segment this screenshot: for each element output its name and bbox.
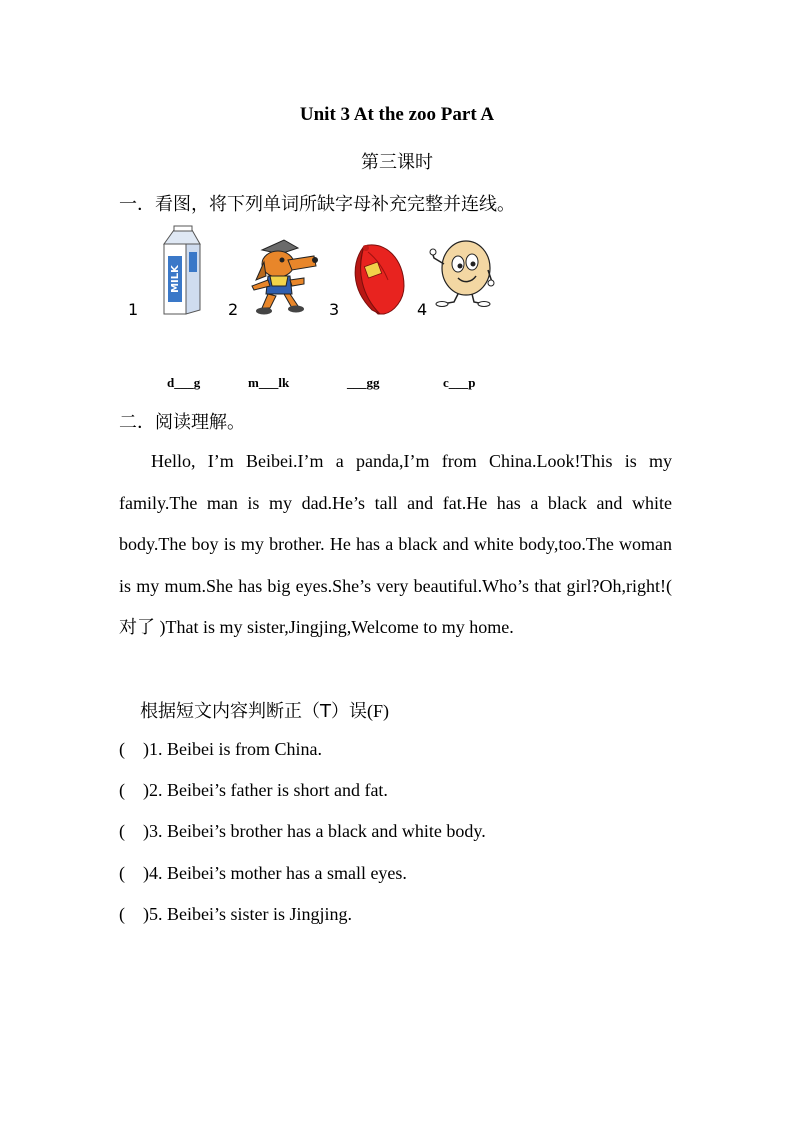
word-blank-4: c___p [443, 375, 476, 390]
instruction-false-marker: (F) [367, 701, 389, 721]
reading-passage [119, 441, 672, 649]
section-2-heading: 二．阅读理解。 [119, 412, 245, 433]
picture-number-2: 2 [228, 300, 239, 319]
egg-cartoon-icon [428, 238, 494, 308]
picture-number-1: 1 [128, 300, 139, 319]
word-blank-1: d___g [167, 375, 201, 390]
section-1-heading: 一．看图，将下列单词所缺字母补充完整并连线。 [119, 194, 515, 215]
true-false-instruction [140, 697, 389, 723]
lesson-subtitle: 第三课时 [361, 152, 433, 173]
question-2: ( )2. Beibei’s father is short and fat. [119, 780, 388, 800]
milk-carton-icon [160, 226, 204, 316]
word-blank-3: ___gg [347, 375, 380, 390]
question-5: ( )5. Beibei’s sister is Jingjing. [119, 904, 352, 924]
red-cap-icon [344, 240, 410, 316]
instruction-chinese: 根据短文内容判断正（T）误 [140, 701, 367, 722]
question-1: ( )1. Beibei is from China. [119, 739, 322, 759]
reading-passage-text: Hello, I’m Beibei.I’m a panda,I’m from China.Look!This is my family.The man is my dad.He’s tall and fat.He has a black and white body.The boy is my brother. He has a black and white body,too.The woman is my mum.She has big eyes.She’s very beautiful.Who’s that girl?Oh,right!( 对了 )That is my sister,Jingjing,Welcome to my home. [119, 451, 672, 637]
question-3: ( )3. Beibei’s brother has a black and white body. [119, 821, 486, 841]
word-blank-2: m___lk [248, 375, 290, 390]
question-4: ( )4. Beibei’s mother has a small eyes. [119, 863, 407, 883]
picture-number-3: 3 [329, 300, 340, 319]
milk-label: MILK [170, 265, 181, 293]
picture-number-4: 4 [417, 300, 428, 319]
page-title: Unit 3 At the zoo Part A [299, 104, 495, 125]
dog-cartoon-icon [240, 236, 324, 316]
